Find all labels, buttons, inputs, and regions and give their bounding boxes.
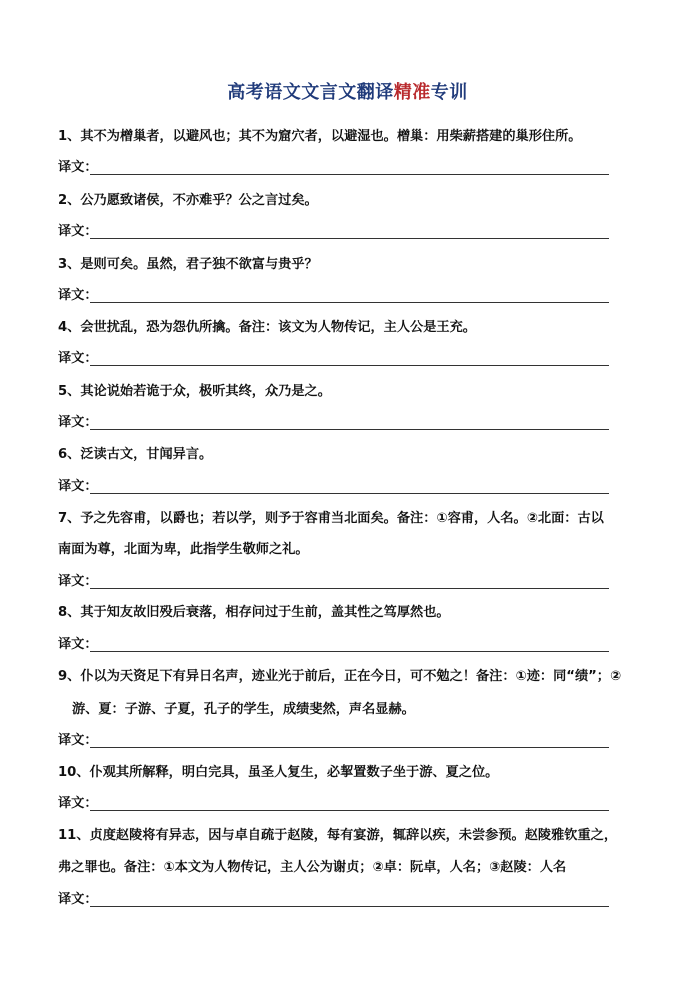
question-2: 2、公乃愿致诸侯，不亦难乎？公之言过矣。	[58, 193, 318, 208]
question-11: 11、贞度赵陵将有异志，因与卓自疏于赵陵，每有宴游，辄辞以疾，未尝参预。赵陵雅钦重之，	[58, 828, 618, 843]
question-1: 1、其不为橧巢者，以避风也；其不为窟穴者，以避湿也。橧巢：用柴薪搭建的巢形住所。	[58, 129, 582, 144]
translation-label-1: 译文：	[58, 160, 98, 175]
answer-line-7[interactable]	[90, 588, 609, 589]
question-7-continued: 南面为尊，北面为卑，此指学生敬师之礼。	[58, 542, 309, 557]
translation-label-5: 译文：	[58, 415, 98, 430]
answer-line-11[interactable]	[90, 906, 609, 907]
answer-line-10[interactable]	[90, 810, 609, 811]
translation-label-3: 译文：	[58, 288, 98, 303]
translation-label-4: 译文：	[58, 351, 98, 366]
answer-line-8[interactable]	[90, 651, 609, 652]
translation-label-2: 译文：	[58, 224, 98, 239]
question-11-continued: 弗之罪也。备注：①本文为人物传记，主人公为谢贞；②卓：阮卓，人名；③赵陵：人名	[58, 860, 567, 875]
answer-line-5[interactable]	[90, 429, 609, 430]
translation-label-7: 译文：	[58, 574, 98, 589]
question-3: 3、是则可矣。虽然，君子独不欲富与贵乎？	[58, 257, 318, 272]
question-10: 10、仆观其所解释，明白完具，虽圣人复生，必挈置数子坐于游、夏之位。	[58, 765, 499, 780]
answer-line-4[interactable]	[90, 365, 609, 366]
answer-line-2[interactable]	[90, 238, 609, 239]
translation-label-6: 译文：	[58, 479, 98, 494]
translation-label-11: 译文：	[58, 892, 98, 907]
translation-label-9: 译文：	[58, 733, 98, 748]
question-8: 8、其于知友故旧殁后衰落，相存问过于生前，盖其性之笃厚然也。	[58, 605, 450, 620]
title-part-1: 高考语文文言文翻译	[227, 82, 394, 103]
question-9-continued: 游、夏：子游、子夏，孔子的学生，成绩斐然，声名显赫。	[72, 702, 415, 717]
translation-label-8: 译文：	[58, 637, 98, 652]
answer-line-9[interactable]	[90, 747, 609, 748]
question-7: 7、予之先容甫，以爵也；若以学，则予于容甫当北面矣。备注：①容甫，人名。②北面：古以	[58, 511, 604, 526]
question-5: 5、其论说始若诡于众，极听其终，众乃是之。	[58, 384, 331, 399]
question-6: 6、泛读古文，甘闻异言。	[58, 447, 213, 462]
title-part-3: 专训	[430, 82, 468, 103]
answer-line-1[interactable]	[90, 174, 609, 175]
question-4: 4、会世扰乱，恐为怨仇所擒。备注：该文为人物传记，主人公是王充。	[58, 320, 476, 335]
answer-line-6[interactable]	[90, 493, 609, 494]
title-part-2: 精准	[393, 82, 431, 103]
translation-label-10: 译文：	[58, 796, 98, 811]
question-9: 9、仆以为天资足下有异日名声，迹业光于前后，正在今日，可不勉之！备注：①迹：同“绩”；②	[58, 669, 622, 684]
answer-line-3[interactable]	[90, 302, 609, 303]
page-title	[0, 78, 695, 104]
